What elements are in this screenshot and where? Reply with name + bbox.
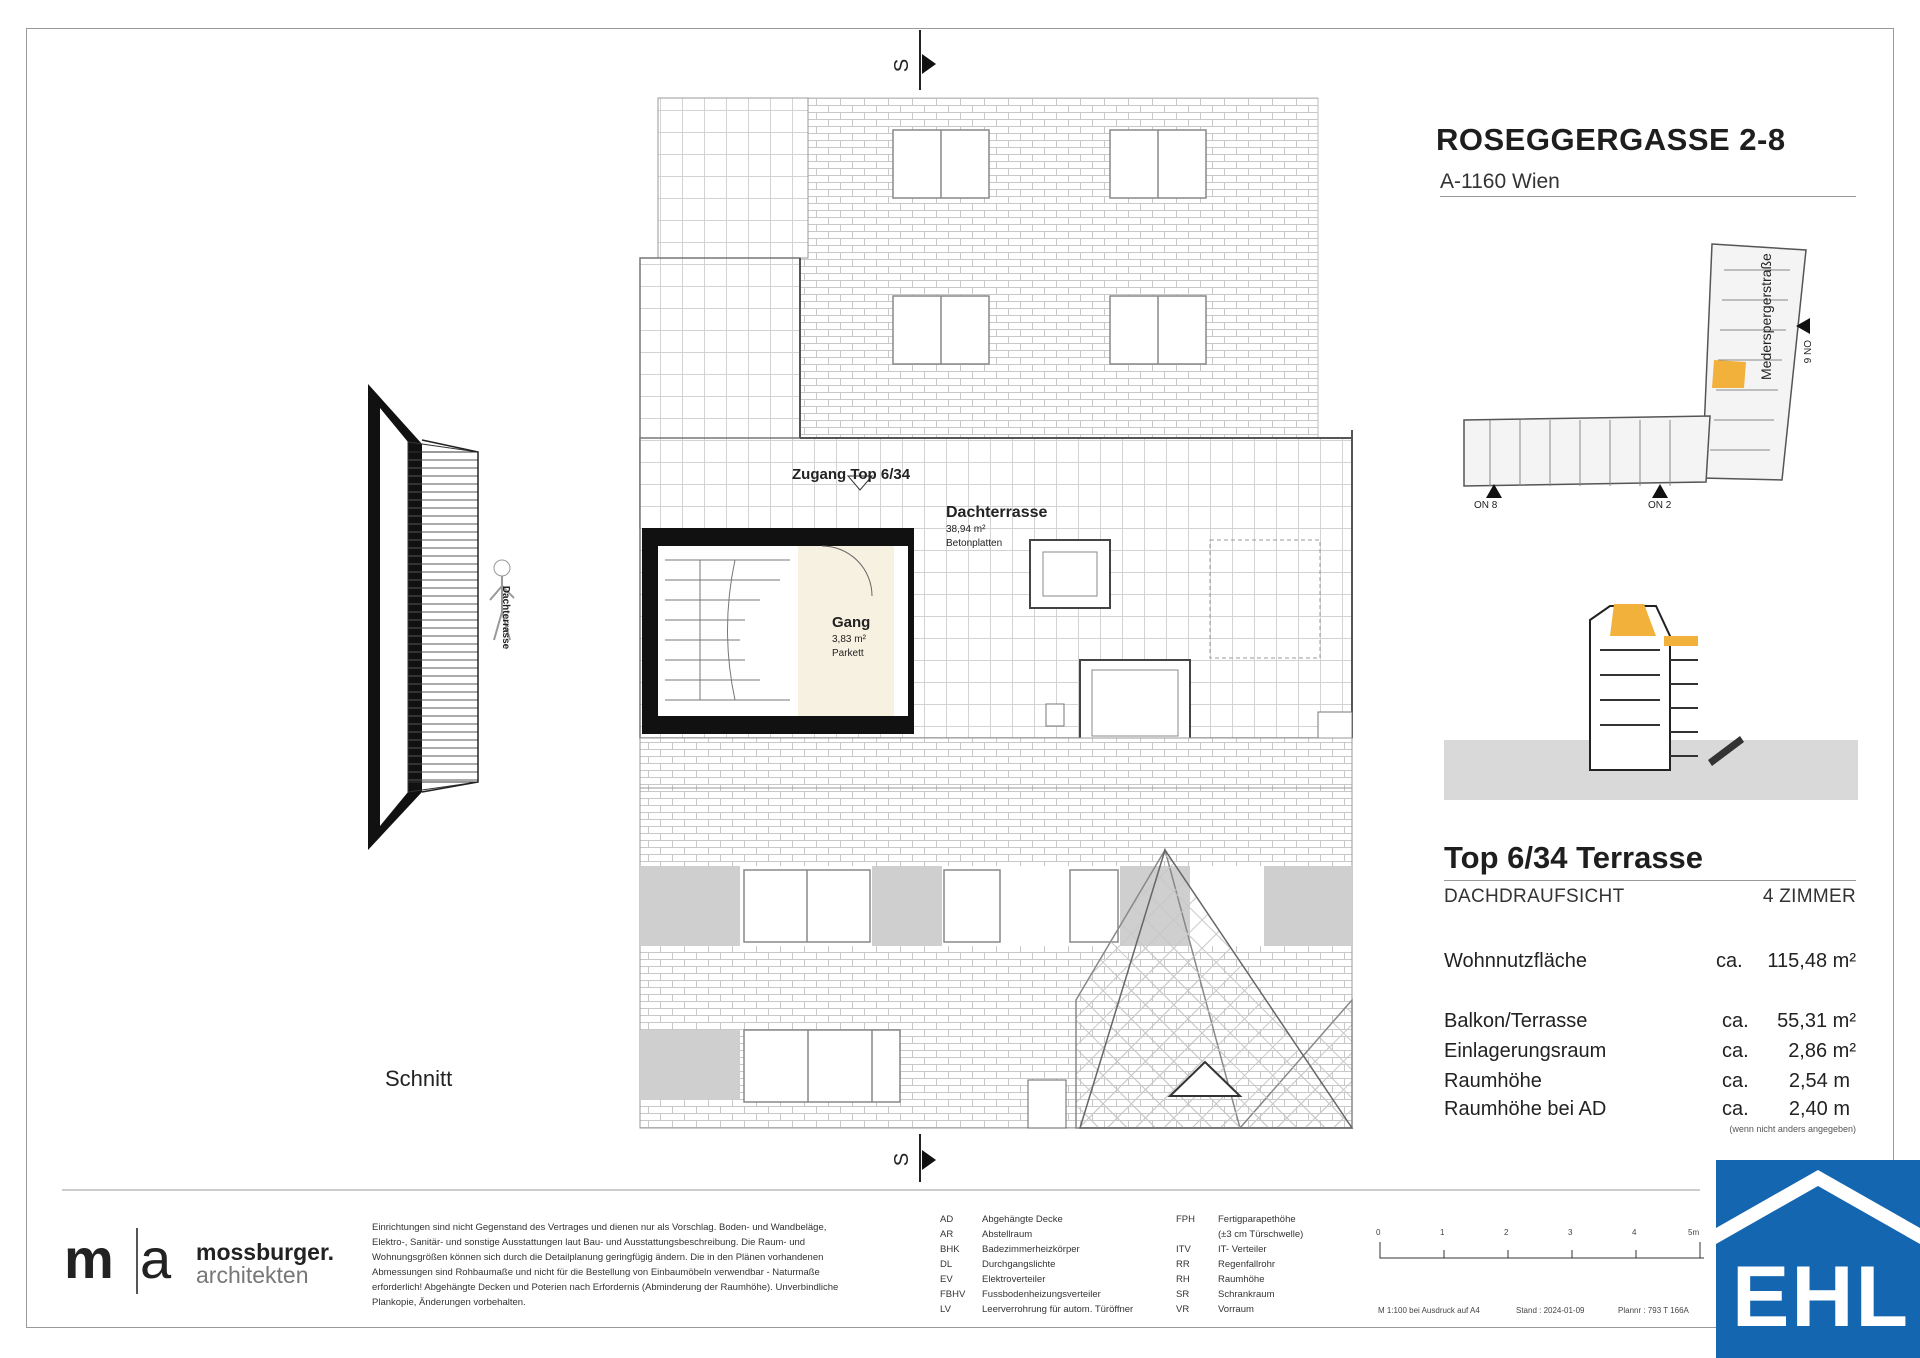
- project-address: A-1160 Wien: [1440, 170, 1560, 193]
- building-section-thumbnail: [1444, 604, 1858, 800]
- brand-subtitle: architekten: [196, 1262, 309, 1288]
- project-title: ROSEGGERGASSE 2-8: [1436, 122, 1786, 157]
- scale-tick-4: 4: [1632, 1228, 1637, 1237]
- stair-core: [642, 528, 914, 734]
- terrace-floor: Betonplatten: [946, 538, 1003, 549]
- scale-bar: [1380, 1242, 1704, 1258]
- parapet: [640, 738, 1352, 788]
- entrance-on6: ON 6: [1801, 340, 1812, 364]
- view-label: DACHDRAUFSICHT: [1444, 886, 1625, 907]
- brand-name: mossburger.: [196, 1239, 335, 1265]
- section-letter-bottom: S: [891, 1152, 914, 1167]
- roof-hatch: [1080, 660, 1190, 740]
- legend-col-2: FPH Fertigparapethöhe (±3 cm Türschwelle) ITV IT- Verteiler RR Regenfallrohr RH Raumhöhe SR Schrankraum VR Vorraum: [1176, 1214, 1304, 1315]
- terrace-name: Dachterrasse: [946, 504, 1048, 521]
- section-terrace-label: Dachterrasse: [500, 585, 512, 650]
- scale-tick-0: 0: [1376, 1228, 1381, 1237]
- access-label: Zugang Top 6/34: [792, 466, 911, 483]
- area-footnote: (wenn nicht anders angegeben): [1729, 1124, 1856, 1134]
- skylight: [1030, 540, 1110, 608]
- unit-title: Top 6/34 Terrasse: [1444, 840, 1704, 875]
- scale-note: M 1:100 bei Ausdruck auf A4: [1378, 1306, 1480, 1315]
- rooms-label: 4 ZIMMER: [1762, 886, 1856, 907]
- room-name: Gang: [832, 614, 871, 631]
- section-marker-top: [920, 30, 936, 90]
- entrance-on8: ON 8: [1474, 500, 1498, 511]
- scale-tick-5: 5m: [1688, 1228, 1700, 1237]
- schnitt-label: Schnitt: [385, 1066, 453, 1091]
- terrace-area: 38,94 m²: [946, 524, 986, 535]
- scale-tick-1: 1: [1440, 1228, 1445, 1237]
- legend-col-1: AD Abgehängte Decke AR Abstellraum BHK Badezimmerheizkörper DL Durchgangslichte EV Elektroverteiler FBHV Fussbodenheizungsverteiler LV Leerverrohrung für autom. Türöffner: [940, 1214, 1134, 1315]
- logo-m: m: [64, 1227, 114, 1290]
- street-label: Mederspergerstraße: [1758, 253, 1774, 380]
- scale-tick-2: 2: [1504, 1228, 1509, 1237]
- disclaimer: Einrichtungen sind nicht Gegenstand des Vertrages und dienen nur als Vorschlag. Boden- und Wandbeläge, Elektro-, Sanitär- und sonstige Ausstattungen laut Bau- und Ausstattungsbeschreibung. Die Raum- und Wohnungsgrößen können sich durch die Detailplanung geringfügig ändern. Die in den Plänen vorhandenen Abmessungen sind Rohbaumaße und nicht für die Bestellung von Einbaumöbeln verwendbar - Naturmaße erforderlich! Abgehängte Decken und Poterien nach Erfordernis (Abminderung der Raumhöhe). Unverbindliche Plankopie, Änderungen vorbehalten.: [372, 1222, 839, 1308]
- section-letter-top: S: [891, 58, 914, 73]
- room-area: 3,83 m²: [832, 634, 866, 645]
- scale-tick-3: 3: [1568, 1228, 1573, 1237]
- plan-number: Plannr : 793 T 166A: [1618, 1306, 1689, 1315]
- lower-facade: [640, 788, 1352, 1128]
- ehl-logo-text: EHL: [1732, 1249, 1910, 1345]
- room-floor: Parkett: [832, 648, 864, 659]
- logo-a: a: [140, 1227, 172, 1290]
- section-marker-bottom: [920, 1134, 936, 1182]
- stand-date: Stand : 2024-01-09: [1516, 1306, 1585, 1315]
- entrance-on2: ON 2: [1648, 500, 1672, 511]
- section-drawing: [368, 384, 514, 850]
